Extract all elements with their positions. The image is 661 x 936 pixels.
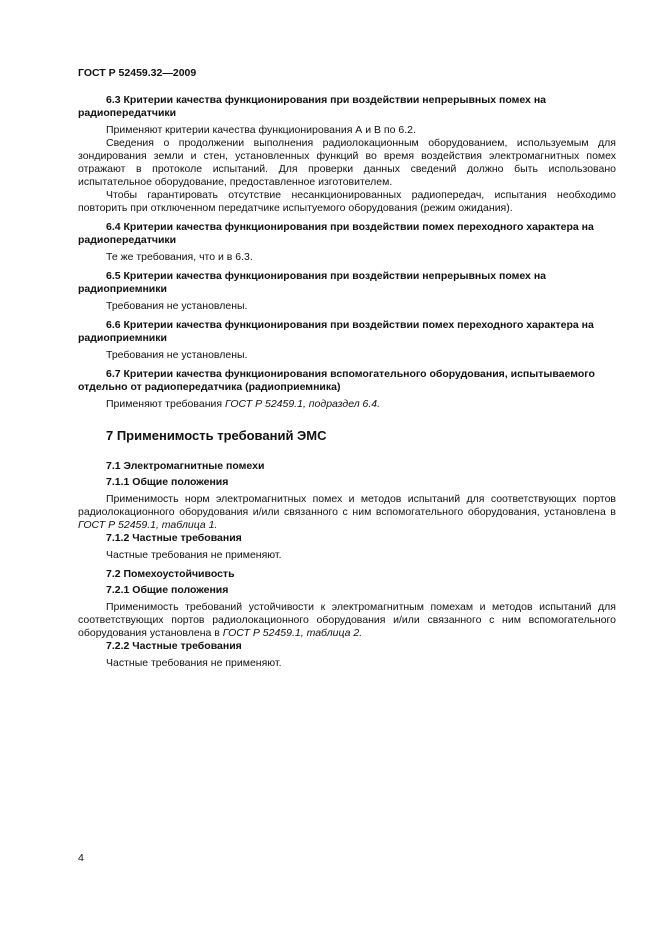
section-6-3-para-1: Применяют критерии качества функционирования А и В по 6.2. [106, 124, 416, 136]
section-7-2-1-reference: ГОСТ Р 52459.1, таблица 2. [222, 627, 363, 639]
section-7-2-title: 7.2 Помехоустойчивость [106, 568, 235, 580]
section-7-1-1-title: 7.1.1 Общие положения [106, 476, 229, 488]
section-7-1-1-text: Применимость норм электромагнитных помех и методов испытаний для соответствующих портов радиолокационного оборудования и/или связанного с ним вспомогательного оборудования, установлена в [78, 493, 616, 518]
section-7-1-1-para [78, 493, 616, 532]
chapter-7-title: 7 Применимость требований ЭМС [106, 428, 327, 443]
section-7-2-2-title: 7.2.2 Частные требования [106, 640, 242, 652]
section-7-1-1-reference: ГОСТ Р 52459.1, таблица 1. [78, 519, 218, 531]
section-6-3-title: 6.3 Критерии качества функционирования при воздействии непрерывных помех на радиопередатчики [78, 94, 546, 119]
section-6-3-para-2: Сведения о продолжении выполнения радиолокационным оборудованием, используемым для зондирования земли и стен, установленных функций во время воздействия электромагнитных помех отражают в протоколе испытаний. Для проверки данных сведений должно быть использовано испытательное оборудование, предоставленное изготовителем. [78, 137, 616, 188]
section-6-3-para-3: Чтобы гарантировать отсутствие несанкционированных радиопередач, испытания необходимо повторить при отключенном передатчике испытуемого оборудования (режим ожидания). [78, 189, 616, 214]
section-7-1-2-para: Частные требования не применяют. [106, 549, 282, 561]
section-6-7-text: Применяют требования [106, 398, 225, 410]
section-7-2-2-para: Частные требования не применяют. [106, 657, 282, 669]
section-6-7-title: 6.7 Критерии качества функционирования вспомогательного оборудования, испытываемого отдельно от радиопередатчика (радиоприемника) [78, 368, 595, 393]
section-6-7-para-1 [78, 398, 616, 411]
section-7-2-1-para [78, 601, 616, 640]
document-header: ГОСТ Р 52459.32—2009 [78, 67, 197, 79]
section-6-6-title: 6.6 Критерии качества функционирования при воздействии помех переходного характера на радиоприемники [78, 319, 594, 344]
section-7-2-1-title: 7.2.1 Общие положения [106, 584, 229, 596]
section-7-2-1-text: Применимость требований устойчивости к электромагнитным помехам и методов испытаний для соответствующих портов радиолокационного оборудования и/или связанного с ним вспомогательного оборудования установлена в [78, 601, 616, 639]
section-6-7-reference: ГОСТ Р 52459.1, подраздел 6.4. [224, 398, 381, 410]
section-6-5-para-1: Требования не установлены. [106, 300, 248, 312]
section-6-5-title: 6.5 Критерии качества функционирования при воздействии непрерывных помех на радиоприемники [78, 270, 546, 295]
section-6-4-para-1: Те же требования, что и в 6.3. [106, 251, 253, 263]
section-6-4-title: 6.4 Критерии качества функционирования при воздействии помех переходного характера на радиопередатчики [78, 221, 594, 246]
section-6-6-para-1: Требования не установлены. [106, 349, 248, 361]
section-7-1-title: 7.1 Электромагнитные помехи [106, 460, 265, 472]
document-body [78, 94, 616, 670]
section-7-1-2-title: 7.1.2 Частные требования [106, 532, 242, 544]
page-number: 4 [78, 852, 84, 864]
